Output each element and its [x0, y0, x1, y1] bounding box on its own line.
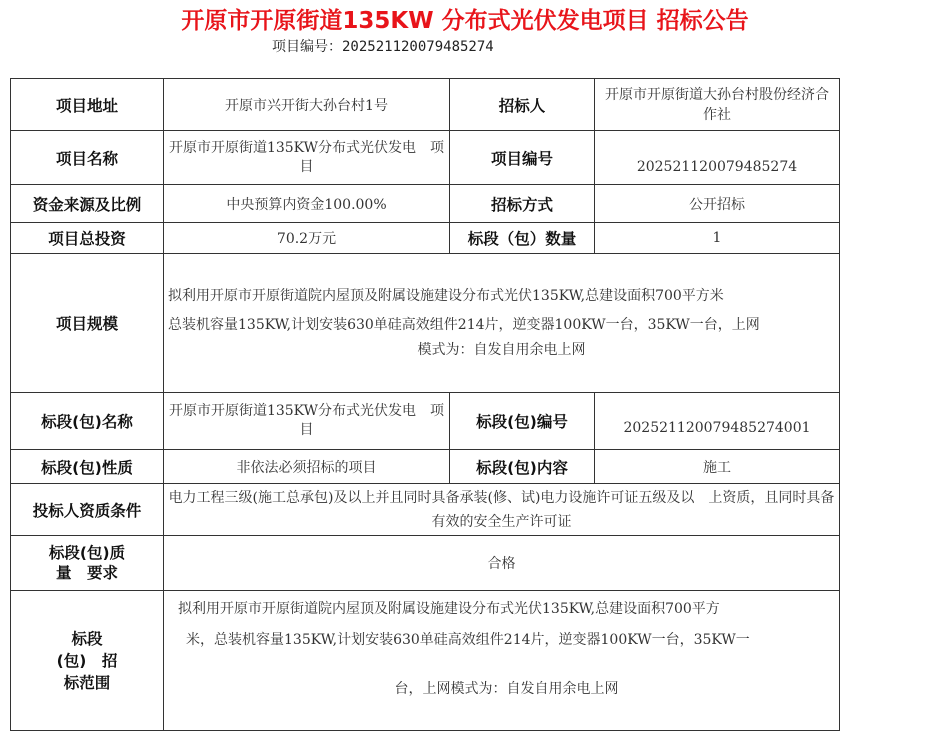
tender-range-label-line-1: 标段 — [71, 629, 103, 648]
total-investment-value: 70.2万元 — [164, 223, 450, 254]
project-number-label: 项目编号 — [450, 131, 595, 185]
address-value: 开原市兴开街大孙台村1号 — [164, 79, 450, 131]
project-number-value: 202521120079485274 — [595, 131, 840, 185]
tenderer-label: 招标人 — [450, 79, 595, 131]
table-row — [11, 223, 840, 254]
tender-range-label-line-2: (包) 招 — [56, 651, 118, 670]
lot-content-value: 施工 — [595, 450, 840, 484]
lot-nature-label: 标段(包)性质 — [11, 450, 164, 484]
lot-quality-label-line-2: 量 要求 — [55, 564, 118, 582]
tender-range-value — [164, 591, 840, 731]
lot-quality-label-line-1: 标段(包)质 — [48, 544, 126, 562]
total-investment-label: 项目总投资 — [11, 223, 164, 254]
project-number-line: 项目编号：202521120079485274 — [272, 39, 494, 55]
lot-name-value: 开原市开原街道135KW分布式光伏发电 项 目 — [164, 393, 450, 450]
project-scale-label: 项目规模 — [11, 254, 164, 393]
lot-nature-value: 非依法必须招标的项目 — [164, 450, 450, 484]
lot-number-label: 标段(包)编号 — [450, 393, 595, 450]
tender-method-label: 招标方式 — [450, 185, 595, 223]
table-row — [11, 536, 840, 591]
lot-quality-label — [11, 536, 164, 591]
table-row — [11, 450, 840, 484]
tenderer-value: 开原市开原街道大孙台村股份经济合作社 — [595, 79, 840, 131]
range-paragraph-3: 台，上网模式为：自发自用余电上网 — [394, 681, 619, 697]
table-row — [11, 591, 840, 731]
project-name-label: 项目名称 — [11, 131, 164, 185]
fund-source-value: 中央预算内资金100.00% — [164, 185, 450, 223]
tender-info-table — [10, 78, 840, 731]
lot-quality-value: 合格 — [164, 536, 840, 591]
fund-source-label: 资金来源及比例 — [11, 185, 164, 223]
tender-method-value: 公开招标 — [595, 185, 840, 223]
tender-range-label — [11, 591, 164, 731]
project-name-value: 开原市开原街道135KW分布式光伏发电 项 目 — [164, 131, 450, 185]
scale-paragraph-2: 总装机容量135KW,计划安装630单硅高效组件214片，逆变器100KW一台，35KW一台，上网 — [168, 316, 760, 333]
table-row — [11, 254, 840, 393]
range-paragraph-2: 米，总装机容量135KW,计划安装630单硅高效组件214片，逆变器100KW一台，35KW一 — [186, 632, 750, 648]
lot-content-label: 标段(包)内容 — [450, 450, 595, 484]
project-scale-value — [164, 254, 840, 393]
scale-paragraph-3: 模式为：自发自用余电上网 — [417, 341, 586, 358]
address-label: 项目地址 — [11, 79, 164, 131]
table-row — [11, 79, 840, 131]
lot-count-value: 1 — [595, 223, 840, 254]
bidder-qualification-label: 投标人资质条件 — [11, 484, 164, 536]
table-row — [11, 131, 840, 185]
table-row — [11, 185, 840, 223]
lot-number-value: 202521120079485274001 — [595, 393, 840, 450]
table-row — [11, 393, 840, 450]
table-row — [11, 484, 840, 536]
tender-range-label-line-3: 标范围 — [63, 673, 111, 692]
lot-name-label: 标段(包)名称 — [11, 393, 164, 450]
range-paragraph-1: 拟利用开原市开原街道院内屋顶及附属设施建设分布式光伏135KW,总建设面积700平方 — [178, 601, 720, 617]
page-title: 开原市开原街道135KW 分布式光伏发电项目 招标公告 — [181, 8, 749, 34]
bidder-qualification-value: 电力工程三级(施工总承包)及以上并且同时具备承装(修、试)电力设施许可证五级及以 上资质，且同时具备有效的安全生产许可证 — [164, 484, 840, 536]
scale-paragraph-1: 拟利用开原市开原街道院内屋顶及附属设施建设分布式光伏135KW,总建设面积700平方米 — [168, 287, 724, 304]
lot-count-label: 标段（包）数量 — [450, 223, 595, 254]
